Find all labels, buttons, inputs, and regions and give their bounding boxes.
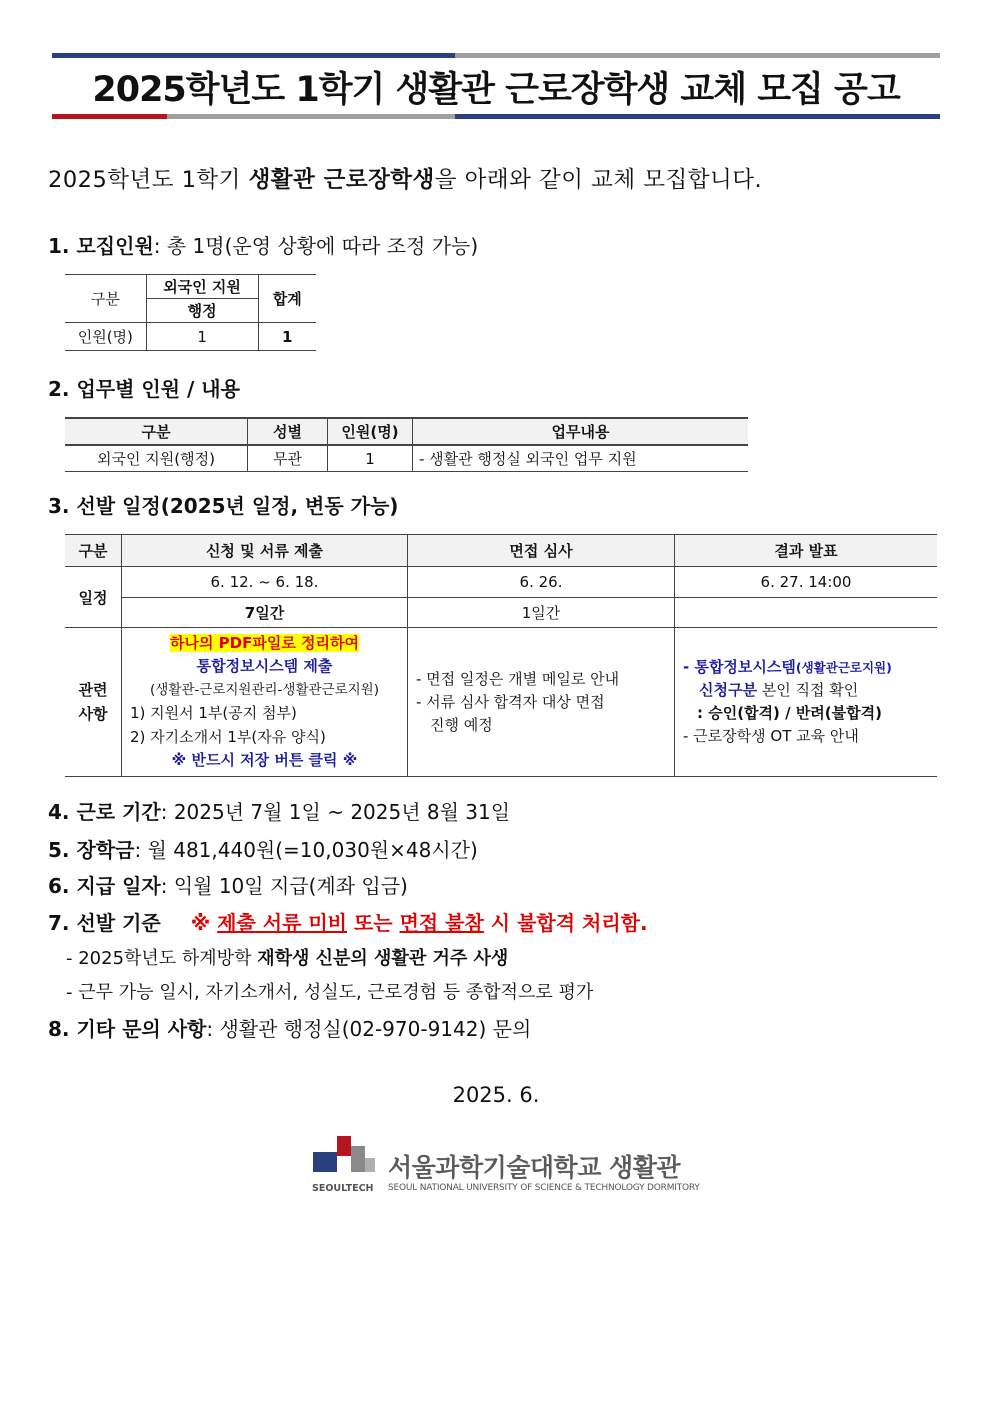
t2-cell-task: - 생활관 행정실 외국인 업무 지원 xyxy=(413,445,749,472)
t3-date-interview: 6. 26. xyxy=(408,567,675,598)
t3-note-apply-item1: 1) 지원서 1부(공지 첨부) xyxy=(130,704,297,722)
t3-header-apply: 신청 및 서류 제출 xyxy=(122,535,408,567)
t3-note-result-check: 본인 직접 확인 xyxy=(756,681,859,699)
section-3: 3. 선발 일정(2025년 일정, 변동 가능) xyxy=(48,494,399,518)
t1-header-group: 외국인 지원 xyxy=(146,275,258,299)
seoultech-logo-icon xyxy=(313,1136,379,1182)
t3-note-apply-system: 통합정보시스템 제출 xyxy=(196,657,333,675)
t3-note-result xyxy=(675,628,938,777)
t3-note-label: 관련 사항 xyxy=(65,628,122,777)
t3-header-result: 결과 발표 xyxy=(675,535,938,567)
section-4: 4. 근로 기간: 2025년 7월 1일 ~ 2025년 8월 31일 xyxy=(48,800,511,824)
section-2: 2. 업무별 인원 / 내용 xyxy=(48,377,240,401)
t2-cell-count: 1 xyxy=(328,445,413,472)
title-bar-bottom-navy xyxy=(455,114,940,119)
t3-note-interview-line3: 진행 예정 xyxy=(430,715,493,734)
t3-note-apply-item2: 2) 자기소개서 1부(자유 양식) xyxy=(130,727,326,746)
title-bar-top-red xyxy=(52,53,455,58)
section-8: 8. 기타 문의 사항: 생활관 행정실(02-970-9142) 문의 xyxy=(48,1017,532,1041)
t3-note-interview-line1: - 면접 일정은 개별 메일로 안내 xyxy=(416,669,620,688)
title-bar-top-gray xyxy=(455,53,940,58)
title-bar-bottom-gray xyxy=(167,114,455,119)
logo-seoultech: SEOULTECH xyxy=(312,1183,374,1194)
t1-header-sub: 행정 xyxy=(146,299,258,323)
section-6: 6. 지급 일자: 익월 10일 지급(계좌 입금) xyxy=(48,874,408,898)
issue-date: 2025. 6. xyxy=(452,1083,540,1107)
t3-note-apply-highlight: 하나의 PDF파일로 정리하여 xyxy=(169,633,360,652)
t3-note-apply xyxy=(122,628,408,777)
t1-row-value: 1 xyxy=(146,323,258,351)
task-table xyxy=(65,417,748,472)
logo-subtitle: SEOUL NATIONAL UNIVERSITY OF SCIENCE & TECHNOLOGY DORMITORY xyxy=(388,1183,700,1193)
t3-note-result-status: : 승인(합격) / 반려(불합격) xyxy=(697,704,882,722)
t3-header-division: 구분 xyxy=(65,535,122,567)
t3-date-result: 6. 27. 14:00 xyxy=(675,567,938,598)
t3-note-apply-path: (생활관-근로지원관리-생활관근로지원) xyxy=(150,681,379,698)
t2-header-gender: 성별 xyxy=(248,418,328,445)
t3-note-result-path: (생활관근로지원) xyxy=(795,660,892,675)
t3-note-result-system: - 통합정보시스템 xyxy=(683,658,796,676)
t2-header-division: 구분 xyxy=(65,418,248,445)
t2-header-count: 인원(명) xyxy=(328,418,413,445)
recruit-count-table xyxy=(65,274,316,351)
t3-note-apply-save: ※ 반드시 저장 버튼 클릭 ※ xyxy=(171,751,358,769)
page-title: 2025학년도 1학기 생활관 근로장학생 교체 모집 공고 xyxy=(92,70,900,110)
intro-text: 2025학년도 1학기 생활관 근로장학생을 아래와 같이 교체 모집합니다. xyxy=(48,167,763,193)
section-7: 7. 선발 기준 ※ 제출 서류 미비 또는 면접 불참 시 불합격 처리함. xyxy=(48,911,648,935)
t1-header-total: 합계 xyxy=(258,275,316,323)
t2-cell-gender: 무관 xyxy=(248,445,328,472)
logo-name: 서울과학기술대학교 생활관 xyxy=(388,1153,681,1182)
t3-date-apply: 6. 12. ~ 6. 18. xyxy=(122,567,408,598)
t3-duration-apply: 7일간 xyxy=(122,598,408,628)
t3-note-interview-line2: - 서류 심사 합격자 대상 면접 xyxy=(416,692,605,711)
t3-duration-result xyxy=(675,598,938,628)
title-bar-bottom-red xyxy=(52,114,167,119)
section-5: 5. 장학금: 월 481,440원(=10,030원×48시간) xyxy=(48,838,478,862)
t3-note-result-type: 신청구분 xyxy=(699,681,757,699)
t3-schedule-label: 일정 xyxy=(65,567,122,628)
section-1: 1. 모집인원: 총 1명(운영 상황에 따라 조정 가능) xyxy=(48,234,479,258)
t2-cell-division: 외국인 지원(행정) xyxy=(65,445,248,472)
section-7-bullet-2: - 근무 가능 일시, 자기소개서, 성실도, 근로경험 등 종합적으로 평가 xyxy=(66,982,594,1003)
t1-header-division: 구분 xyxy=(65,275,146,323)
t3-note-result-ot: - 근로장학생 OT 교육 안내 xyxy=(683,727,859,745)
t2-header-task: 업무내용 xyxy=(413,418,749,445)
section-7-bullet-1: - 2025학년도 하계방학 재학생 신분의 생활관 거주 사생 xyxy=(66,948,509,969)
t3-duration-interview: 1일간 xyxy=(408,598,675,628)
t1-row-total: 1 xyxy=(258,323,316,351)
schedule-table xyxy=(65,534,937,777)
t1-row-label: 인원(명) xyxy=(65,323,146,351)
t3-header-interview: 면접 심사 xyxy=(408,535,675,567)
t3-note-interview xyxy=(408,628,675,777)
